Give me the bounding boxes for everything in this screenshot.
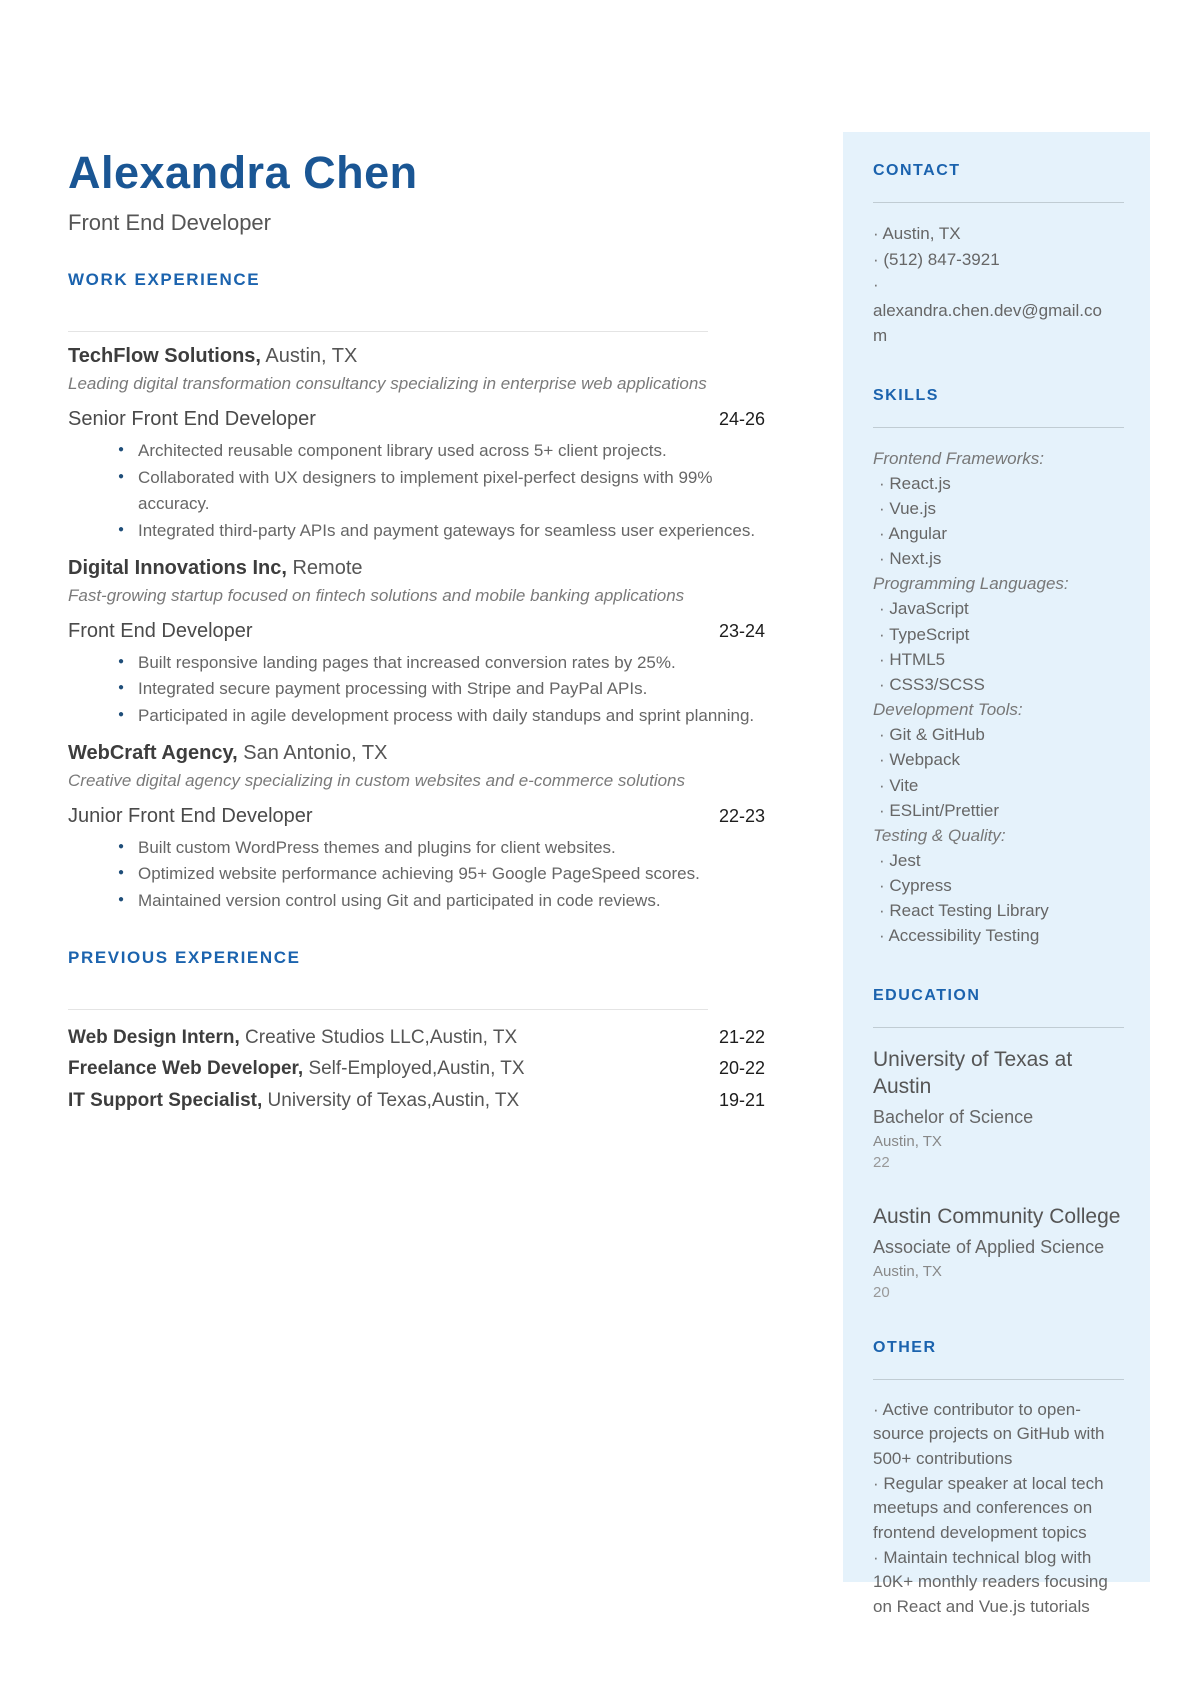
- company-name: TechFlow Solutions,: [68, 345, 261, 368]
- company-line: [68, 344, 765, 369]
- skill-group-label: Programming Languages:: [873, 574, 1069, 594]
- previous-experience-row: [68, 1053, 765, 1084]
- previous-experience-row: [68, 1085, 765, 1116]
- role-bullet: ● Built custom WordPress themes and plugins for client websites.: [118, 835, 765, 861]
- role-title: Senior Front End Developer: [68, 408, 316, 431]
- other-item: · Regular speaker at local tech meetups and conferences on frontend development topics: [873, 1472, 1118, 1546]
- company-block: [68, 556, 765, 729]
- role-bullet-list: [118, 650, 765, 729]
- company-line: [68, 556, 765, 581]
- company-block: [68, 741, 765, 914]
- role-bullet: ● Integrated third-party APIs and payment gateways for seamless user experiences.: [118, 518, 765, 544]
- company-block: [68, 344, 765, 543]
- role-bullet: ● Collaborated with UX designers to implement pixel-perfect designs with 99% accuracy.: [118, 465, 765, 518]
- previous-experience-row: [68, 1022, 765, 1053]
- role-bullet-list: [118, 835, 765, 914]
- role-dates: 24-26: [718, 409, 765, 430]
- previous-role-dates: 19-21: [718, 1089, 765, 1110]
- work-experience-heading: WORK EXPERIENCE: [68, 270, 261, 290]
- company-location: Austin, TX: [265, 345, 358, 368]
- role-bullet: ● Maintained version control using Git and participated in code reviews.: [118, 888, 765, 914]
- skill-item: · ESLint/Prettier: [873, 798, 1124, 823]
- skill-item: · React Testing Library: [873, 898, 1124, 923]
- previous-experience-heading: PREVIOUS EXPERIENCE: [68, 948, 301, 968]
- contact-heading: CONTACT: [873, 162, 961, 179]
- sidebar-divider: [873, 1379, 1124, 1380]
- role-row: [68, 408, 765, 431]
- skill-item: · JavaScript: [873, 596, 1124, 621]
- skill-item: · Webpack: [873, 747, 1124, 772]
- previous-role-title: Freelance Web Developer,: [68, 1058, 304, 1080]
- company-name: WebCraft Agency,: [68, 741, 238, 764]
- skill-item: · Accessibility Testing: [873, 923, 1124, 948]
- company-description: Creative digital agency specializing in custom websites and e-commerce solutions: [68, 770, 686, 790]
- skills-heading: SKILLS: [873, 386, 939, 404]
- skill-item: · HTML5: [873, 647, 1124, 672]
- company-description: Fast-growing startup focused on fintech solutions and mobile banking applications: [68, 585, 685, 605]
- skills-section: [873, 387, 1124, 949]
- school-block: [873, 1046, 1124, 1171]
- role-row: [68, 805, 765, 828]
- skill-item: · Cypress: [873, 873, 1124, 898]
- other-heading: OTHER: [873, 1338, 937, 1356]
- skill-item: · Vite: [873, 773, 1124, 798]
- skill-group-label: Development Tools:: [873, 700, 1023, 720]
- previous-role-org: Self-Employed,Austin, TX: [308, 1058, 525, 1080]
- school-year: 22: [873, 1154, 890, 1172]
- role-title: Junior Front End Developer: [68, 805, 313, 828]
- skill-item: · Angular: [873, 521, 1124, 546]
- school-degree: Associate of Applied Science: [873, 1236, 1105, 1257]
- section-divider: [68, 1009, 708, 1010]
- education-heading: EDUCATION: [873, 986, 981, 1004]
- previous-role: [68, 1022, 517, 1053]
- skill-item: · Next.js: [873, 546, 1124, 571]
- sidebar-divider: [873, 427, 1124, 428]
- role-row: [68, 620, 765, 643]
- resume-sidebar: [843, 132, 1150, 1616]
- skill-item: · TypeScript: [873, 622, 1124, 647]
- candidate-job-title: Front End Developer: [68, 210, 271, 236]
- contact-email: · alexandra.chen.dev@gmail.com: [873, 272, 1108, 349]
- other-section: [873, 1339, 1124, 1620]
- role-bullet-list: [118, 438, 765, 543]
- role-bullet: ● Optimized website performance achieving 95+ Google PageSpeed scores.: [118, 861, 765, 887]
- previous-role: [68, 1053, 525, 1084]
- company-location: Remote: [292, 556, 363, 579]
- resume-main-column: [68, 148, 765, 1116]
- other-item: · Maintain technical blog with 10K+ monthly readers focusing on React and Vue.js tutorials: [873, 1546, 1118, 1620]
- company-description: Leading digital transformation consultancy specializing in enterprise web applications: [68, 374, 707, 394]
- previous-role-dates: 21-22: [718, 1027, 765, 1048]
- school-degree: Bachelor of Science: [873, 1107, 1034, 1128]
- school-location: Austin, TX: [873, 1133, 942, 1151]
- previous-role-org: University of Texas,Austin, TX: [267, 1089, 520, 1111]
- sidebar-divider: [873, 1027, 1124, 1028]
- role-title: Front End Developer: [68, 619, 253, 642]
- role-bullet: ● Architected reusable component library used across 5+ client projects.: [118, 438, 765, 464]
- role-bullet: ● Integrated secure payment processing with Stripe and PayPal APIs.: [118, 676, 765, 702]
- role-dates: 23-24: [718, 620, 765, 641]
- previous-role-org: Creative Studios LLC,Austin, TX: [245, 1027, 518, 1049]
- company-name: Digital Innovations Inc,: [68, 556, 287, 579]
- sidebar-divider: [873, 202, 1124, 203]
- contact-phone: · (512) 847-3921: [873, 247, 1108, 273]
- skill-group-label: Frontend Frameworks:: [873, 448, 1044, 468]
- other-item: · Active contributor to open-source projects on GitHub with 500+ contributions: [873, 1398, 1118, 1472]
- skill-item: · Git & GitHub: [873, 722, 1124, 747]
- skill-item: · CSS3/SCSS: [873, 672, 1124, 697]
- school-name: Austin Community College: [873, 1205, 1121, 1229]
- role-bullet: ● Built responsive landing pages that increased conversion rates by 25%.: [118, 650, 765, 676]
- school-block: [873, 1203, 1124, 1301]
- education-section: [873, 987, 1124, 1301]
- company-line: [68, 741, 765, 766]
- company-location: San Antonio, TX: [243, 741, 388, 764]
- school-name: University of Texas at Austin: [873, 1047, 1073, 1099]
- previous-role-title: Web Design Intern,: [68, 1027, 240, 1049]
- candidate-name: Alexandra Chen: [68, 147, 418, 198]
- previous-role-dates: 20-22: [718, 1058, 765, 1079]
- skill-item: · Jest: [873, 848, 1124, 873]
- skill-group-label: Testing & Quality:: [873, 825, 1006, 845]
- previous-role: [68, 1085, 519, 1116]
- contact-section: [873, 162, 1124, 349]
- school-location: Austin, TX: [873, 1262, 942, 1280]
- role-bullet: ● Participated in agile development process with daily standups and sprint planning.: [118, 703, 765, 729]
- contact-location: · Austin, TX: [873, 221, 1108, 247]
- previous-role-title: IT Support Specialist,: [68, 1089, 263, 1111]
- skill-item: · Vue.js: [873, 496, 1124, 521]
- section-divider: [68, 331, 708, 332]
- school-year: 20: [873, 1283, 890, 1301]
- role-dates: 22-23: [718, 806, 765, 827]
- skill-item: · React.js: [873, 471, 1124, 496]
